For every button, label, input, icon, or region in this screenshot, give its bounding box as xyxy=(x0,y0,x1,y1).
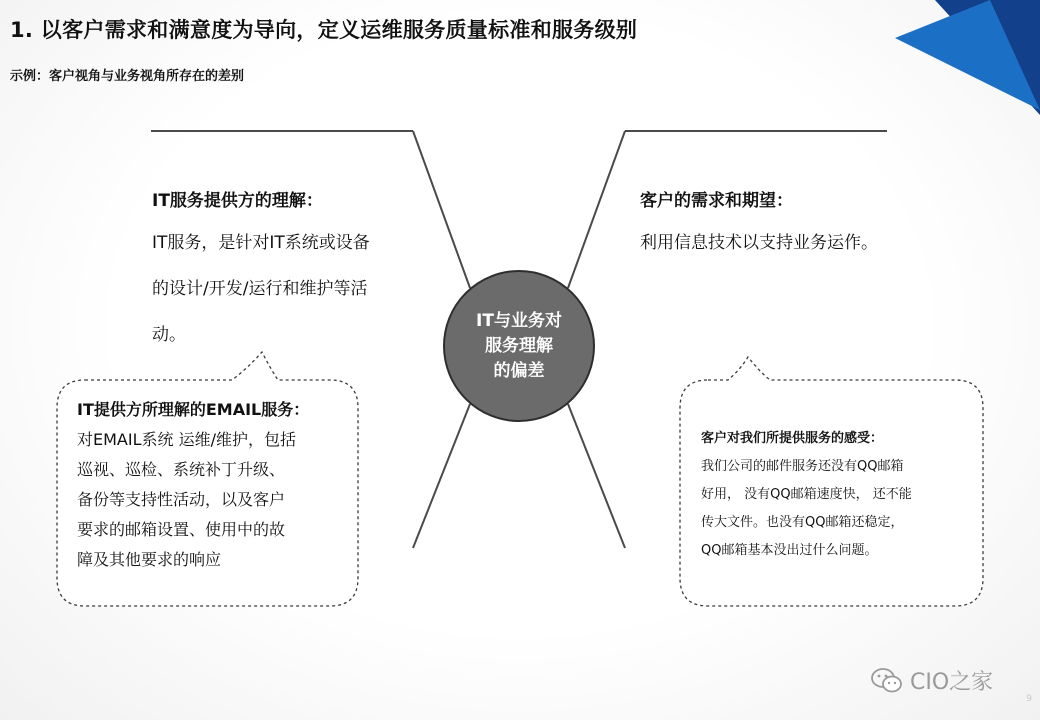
wechat-icon xyxy=(870,667,904,695)
bottom-right-diagonal xyxy=(568,404,625,548)
left-bubble-text xyxy=(77,395,309,575)
center-label-line: IT与业务对 xyxy=(476,310,562,331)
center-label-line: 服务理解 xyxy=(485,335,553,356)
center-label-line: 的偏差 xyxy=(493,360,545,381)
left-bubble-line: 障及其他要求的响应 xyxy=(77,550,222,569)
left-bubble-line: 对EMAIL系统 运维/维护，包括 xyxy=(77,430,296,449)
right-bubble-text xyxy=(701,425,912,565)
top-left-diagonal xyxy=(413,131,470,288)
right-bubble-line: 好用， 没有QQ邮箱速度快， 还不能 xyxy=(701,487,912,502)
left-top-line: 的设计/开发/运行和维护等活 xyxy=(152,279,368,299)
right-bubble-line: 我们公司的邮件服务还没有QQ邮箱 xyxy=(701,459,904,474)
slide-title: 1. 以客户需求和满意度为导向，定义运维服务质量标准和服务级别 xyxy=(10,18,638,42)
right-top-line: 利用信息技术以支持业务运作。 xyxy=(640,233,878,253)
page-number: 9 xyxy=(1026,694,1032,704)
slide-subtitle: 示例：客户视角与业务视角所存在的差别 xyxy=(10,69,245,84)
left-top-line: IT服务，是针对IT系统或设备 xyxy=(152,233,370,253)
top-right-diagonal xyxy=(568,131,625,288)
right-top-heading: 客户的需求和期望： xyxy=(640,191,793,211)
left-bubble-line: 巡视、巡检、系统补丁升级、 xyxy=(77,460,286,479)
right-top-paragraph xyxy=(640,220,878,266)
watermark-text: CIO之家 xyxy=(910,670,994,695)
watermark xyxy=(870,665,993,696)
right-bubble-line: 传大文件。也没有QQ邮箱还稳定， xyxy=(701,515,904,530)
left-bubble-heading: IT提供方所理解的EMAIL服务： xyxy=(77,400,310,419)
right-bubble-heading: 客户对我们所提供服务的感受： xyxy=(701,431,884,446)
bottom-left-diagonal xyxy=(413,404,470,548)
left-top-heading: IT服务提供方的理解： xyxy=(152,191,323,211)
right-bubble-line: QQ邮箱基本没出过什么问题。 xyxy=(701,543,878,558)
left-bubble-line: 要求的邮箱设置、使用中的故 xyxy=(77,520,286,539)
left-top-line: 动。 xyxy=(152,325,186,345)
left-top-paragraph xyxy=(152,220,370,358)
left-bubble-line: 备份等支持性活动，以及客户 xyxy=(77,490,286,509)
center-label xyxy=(444,271,594,421)
